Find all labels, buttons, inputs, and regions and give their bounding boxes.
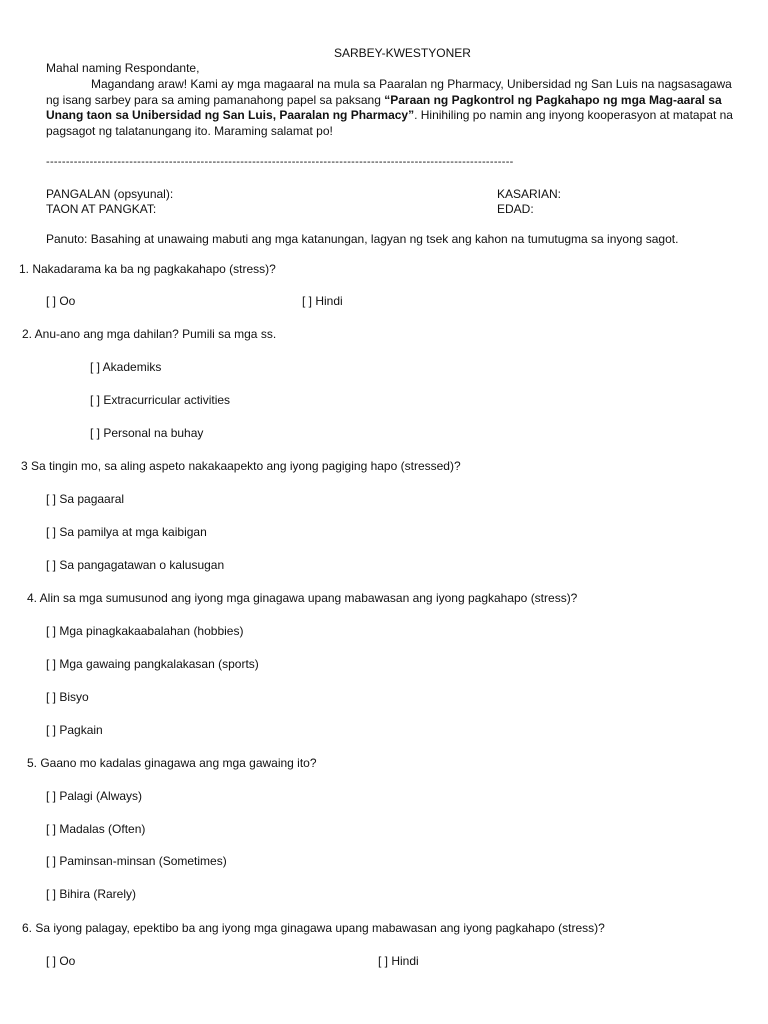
- q6-option-hindi[interactable]: [ ] Hindi: [378, 954, 419, 968]
- instructions: Panuto: Basahing at unawaing mabuti ang mga katanungan, lagyan ng tsek ang kahon na tumutugma sa inyong sagot.: [46, 232, 679, 246]
- question-2: 2. Anu-ano ang mga dahilan? Pumili sa mga ss.: [22, 327, 277, 341]
- q1-option-hindi[interactable]: [ ] Hindi: [302, 294, 343, 308]
- q4-option-hobbies[interactable]: [ ] Mga pinagkakaabalahan (hobbies): [46, 624, 244, 638]
- intro-paragraph: [46, 77, 736, 139]
- question-6: 6. Sa iyong palagay, epektibo ba ang iyong mga ginagawa upang mabawasan ang iyong pagkahapo (stress)?: [22, 921, 605, 935]
- q2-option-akademiks[interactable]: [ ] Akademiks: [90, 360, 162, 374]
- field-age: EDAD:: [497, 202, 534, 216]
- question-5: 5. Gaano mo kadalas ginagawa ang mga gawaing ito?: [27, 756, 317, 770]
- q3-option-kalusugan[interactable]: [ ] Sa pangagatawan o kalusugan: [46, 558, 225, 572]
- q3-option-pamilya[interactable]: [ ] Sa pamilya at mga kaibigan: [46, 525, 207, 539]
- q6-option-oo[interactable]: [ ] Oo: [46, 954, 76, 968]
- q5-option-often[interactable]: [ ] Madalas (Often): [46, 822, 146, 836]
- q5-option-rarely[interactable]: [ ] Bihira (Rarely): [46, 887, 137, 901]
- field-name: PANGALAN (opsyunal):: [46, 187, 174, 201]
- research-topic: “Paraan ng Pagkontrol ng Pagkahapo ng mga Mag-aaral sa Unang taon sa Unibersidad ng San Luis, Paaralan ng Pharmacy”: [46, 92, 722, 123]
- q2-option-extracurricular[interactable]: [ ] Extracurricular activities: [90, 393, 231, 407]
- q1-option-oo[interactable]: [ ] Oo: [46, 294, 76, 308]
- intro-lead: Magandang araw! Kami ay mga magaaral na mula sa Paaralan ng Pharmacy, Unibersidad ng San Luis na nagsasagawa ng isang sarbey para sa aming pamanahong papel sa paksang: [46, 77, 732, 107]
- field-year-section: TAON AT PANGKAT:: [46, 202, 157, 216]
- divider: ----------------------------------------------------------------------------------------------------------------------: [46, 156, 514, 168]
- question-4: 4. Alin sa mga sumusunod ang iyong mga ginagawa upang mabawasan ang iyong pagkahapo (stress)?: [27, 591, 578, 605]
- field-sex: KASARIAN:: [497, 187, 562, 201]
- question-1: 1. Nakadarama ka ba ng pagkakahapo (stress)?: [19, 262, 276, 276]
- q4-option-pagkain[interactable]: [ ] Pagkain: [46, 723, 103, 737]
- q5-option-always[interactable]: [ ] Palagi (Always): [46, 789, 143, 803]
- q4-option-sports[interactable]: [ ] Mga gawaing pangkalakasan (sports): [46, 657, 259, 671]
- question-3: 3 Sa tingin mo, sa aling aspeto nakakaapekto ang iyong pagiging hapo (stressed)?: [21, 459, 461, 473]
- q5-option-sometimes[interactable]: [ ] Paminsan-minsan (Sometimes): [46, 854, 227, 868]
- intro-closing: . Hinihiling po namin ang inyong kooperasyon at matapat na pagsagot ng talatanungang ito. Maraming salamat po!: [46, 108, 733, 138]
- q2-option-personal[interactable]: [ ] Personal na buhay: [90, 426, 204, 440]
- page-title: SARBEY-KWESTYONER: [334, 46, 471, 60]
- greeting: Mahal naming Respondante,: [46, 61, 200, 75]
- q3-option-pagaaral[interactable]: [ ] Sa pagaaral: [46, 492, 125, 506]
- q4-option-bisyo[interactable]: [ ] Bisyo: [46, 690, 89, 704]
